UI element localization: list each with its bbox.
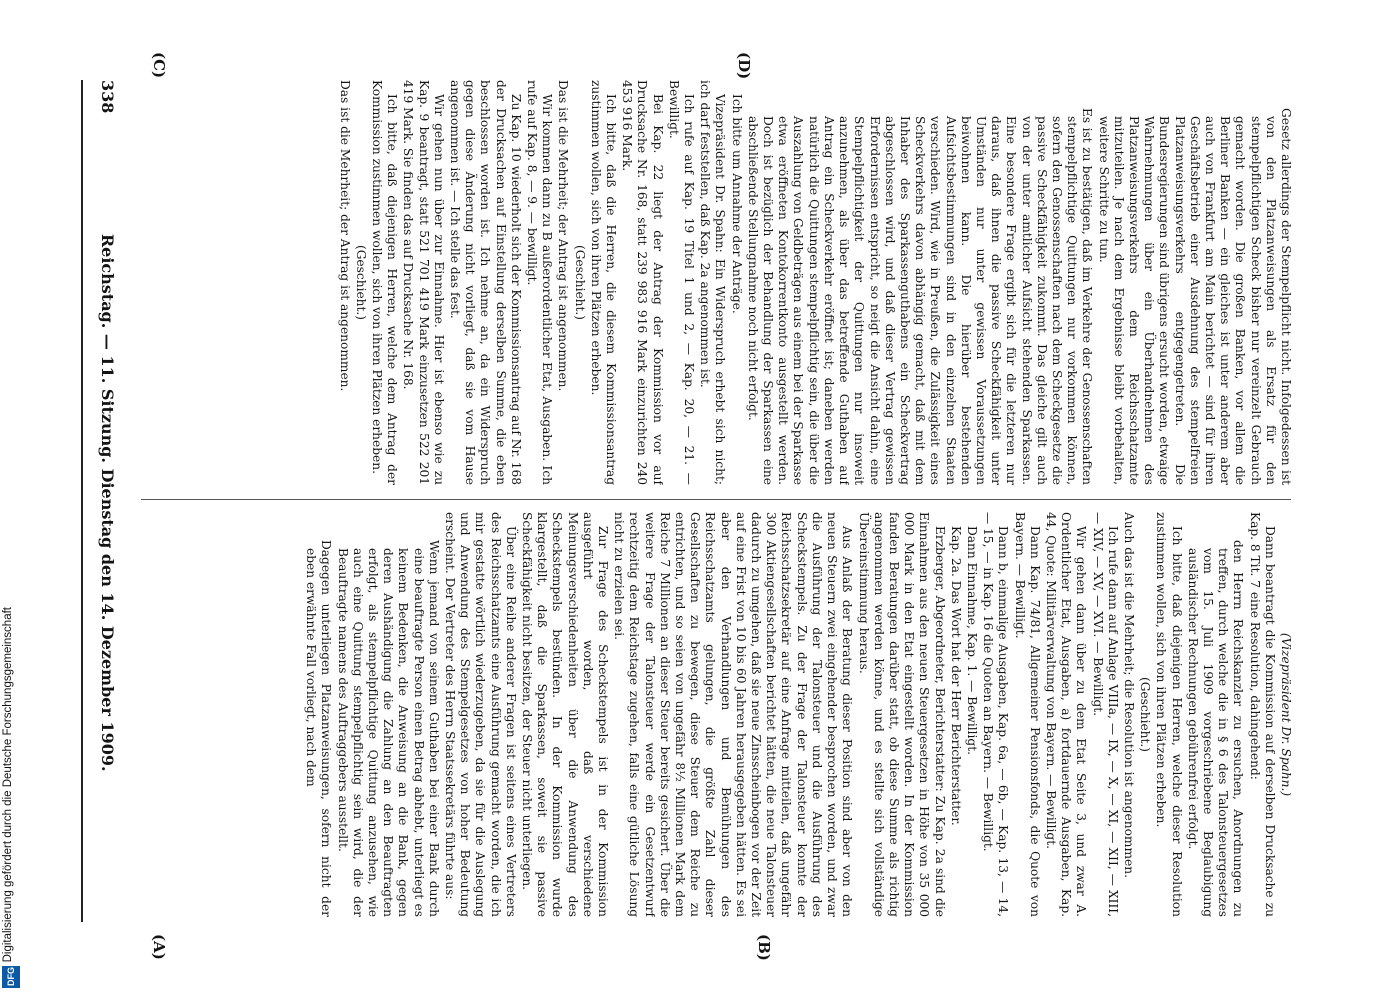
paragraph: Kap. 2a. Das Wort hat der Herr Berichterstatter.	[948, 526, 963, 826]
paragraph: Dann beantragt die Kommission auf derselben Drucksache zu Kap. 8 Tit. 7 eine Resolution, dahingehend:	[1247, 512, 1277, 917]
left-column	[138, 512, 1293, 917]
quoted-statement: Dagegen unterliegen Platzanweisungen, sofern nicht der eben erwähnte Fall vorliegt, nach dem	[304, 540, 334, 917]
stage-direction: (Geschieht.)	[353, 244, 368, 321]
margin-marker-d: (D)	[735, 52, 753, 80]
paragraph: (Vizepräsident Dr. Spahn.)	[1279, 632, 1293, 797]
quoted-statement: Wenn jemand von seinem Guthaben bei einer Bank durch eine beauftragte Person einen Betrag abhebt, unterliegt es keinem Bedenken, die Anweisung an die Bank, gegen deren Aushändigung die Zahlung an den Beauftragten erfolgt, als stempelpflichtige Quittung anzusehen, wie auch eine Quittung stempelpflichtig sein wird, die der Beauftragte namens des Auftraggebers ausstellt.	[335, 540, 441, 917]
paragraph: Ich rufe auf Kap. 19 Titel 1 und 2, — Kap. 20, — 21. — Bewilligt.	[666, 80, 697, 485]
speech-paragraph: Erzberger, Abgeordneter, Berichterstatter: Zu Kap. 2a sind die Einnahmen aus den neuen Steuergesetzen in Höhe von 35 000 000 Mark in den Etat eingestellt worden. In der Kommission fanden Beratungen darüber statt, ob diese Summe als richtig angenommen werden könne, und es stellte sich vollständige Übereinstimmung heraus.	[856, 512, 947, 917]
paragraph: Ich bitte um Annahme der Anträge.	[729, 94, 744, 314]
header-rule	[81, 80, 83, 922]
paragraph: Wir kommen dann zu B außerordentlicher Etat, Ausgaben. Ich rufe auf Kap. 8, — 9. — bewilligt.	[525, 80, 555, 485]
stage-direction: (Geschieht.)	[572, 244, 587, 321]
paragraph: Über eine Reihe anderer Fragen ist seitens eines Vertreters des Reichsschatzamts eine Ausführung gemacht worden, die ich mir gestatte wörtlich wiederzugeben, da sie für die Auslegung und Anwendung des Stempelgesetzes von hoher Bedeutung erscheint. Der Vertreter des Herrn Staatssekretärs führte aus:	[443, 512, 518, 917]
page-title: Reichstag. — 11. Sitzung. Dienstag den 14. Dezember 1909.	[98, 233, 118, 772]
page-header	[88, 80, 128, 922]
funding-credit: Digitalisierung gefördert durch die Deutsche Forschungsgemeinschaft	[2, 606, 14, 962]
paragraph: Zu Kap. 10 wiederholt sich der Kommissionsantrag auf Nr. 168 der Drucksachen auf Einstellung derselben Summe, die eben beschlossen worden ist. Ich nehme an, da ein Widerspruch gegen diese Änderung nicht vorliegt, daß sie vom Hause angenommen ist. — Ich stelle das fest.	[448, 80, 523, 485]
paragraph: Ich bitte, daß diejenigen Herren, welche dem Antrag der Kommission zustimmen wollen, sich von ihren Plätzen erheben.	[370, 80, 400, 485]
paragraph: Dann Einnahme, Kap. 1. — Bewilligt.	[964, 526, 979, 755]
dfg-logo: DFG	[2, 966, 20, 988]
paragraph: Aus Anlaß der Beratung dieser Position sind aber von den neuen Steuern zwei eingehender besprochen worden, und zwar die Ausführung der Talonsteuer und die Ausführung des Scheckstempels. Zu der Frage der Talonsteuer konnte der Reichsschatzsekretär auf eine Anfrage mitteilen, daß ungefähr 300 Aktiengesellschaften berichtet hätten, die neue Talonsteuer dadurch zu umgehen, daß sie neue Zinsscheinbogen vor der Zeit auf eine Frist von 10 bis 60 Jahren herausgegeben hätten. Es sei aber den Verhandlungen und Bemühungen des Reichsschatzamts gelungen, die größte Zahl dieser Gesellschaften zu bewegen, diese Steuer dem Reiche zu entrichten, und so seien von ungefähr 8½ Millionen Mark dem Reiche 7 Millionen an dieser Steuer bereits gesichert. Über die weitere Frage der Talonsteuer werde ein Gesetzentwurf rechtzeitig dem Reichstage zugehen, falls eine gütliche Lösung nicht zu erzielen sei.	[612, 512, 855, 917]
quoted-resolution: den Herrn Reichskanzler zu ersuchen, Anordnungen zu treffen, durch welche die in § 6 des Talonsteuergesetzes vom 15. Juli 1909 vorgeschriebene Beglaubigung ausländischer Rechnungen gebührenfrei erfolgt.	[1185, 540, 1246, 917]
margin-marker-c: (C)	[150, 52, 168, 79]
quoted-statement: Es ist zu bestätigen, daß im Verkehre der Genossenschaften stempelpflichtige Quittungen nur vorkommen können, sofern den Genossenschaften nach dem Scheckgesetze die passive Scheckfähigkeit zukommt. Das gleiche gilt auch von der unter amtlicher Aufsicht stehenden Sparkassen. Eine besondere Frage ergibt sich für die letzteren nur daraus, daß ihnen die passive Scheckfähigkeit unter Umständen nur unter gewissen Voraussetzungen beiwohnen kann. Die hierüber bestehenden Aufsichtsbestimmungen sind in den einzelnen Staaten verschieden. Wird, wie in Preußen, die Zulässigkeit eines Scheckverkehrs davon abhängig gemacht, daß mit dem Inhaber des Sparkassenguthabens ein Scheckvertrag abgeschlossen wird, und daß dieser Vertrag gewissen Erfordernissen entspricht, so neigt die Ansicht dahin, eine Stempelpflichtigkeit der Quittungen nur insoweit anzunehmen, als über das betreffende Guthaben auf Antrag ein Scheckverkehr eröffnet ist; daneben werden natürlich die Quittungen stempelpflichtig sein, die über die Auszahlung von Geldbeträgen aus einem bei der Sparkasse etwa eröffneten Kontokorrentkonto ausgestellt werden. Doch ist bezüglich der Behandlung der Sparkassen eine abschließende Stellungnahme noch nicht erfolgt.	[745, 108, 1095, 485]
page-number: 338	[98, 80, 118, 114]
digitization-footer	[0, 0, 22, 992]
paragraph: Wir gehen dann über zu dem Etat Seite 3, und zwar A. Ordentlicher Etat, Ausgaben, a) fortdauernde Ausgaben, Kap. 44, Quote: Militärverwaltung von Bayern. — Bewilligt.	[1043, 512, 1089, 917]
quoted-statement: Gesetz allerdings der Stempelpflicht nicht. Infolgedessen ist von den Platzanweisungen als Ersatz für den stempelpflichtigen Scheck bisher nur vereinzelt Gebrauch gemacht worden. Die großen Banken, vor allem die Berliner Banken — ein gleiches ist unter anderem aber auch von Frankfurt am Main berichtet — sind für ihren Geschäftsbetrieb einer Ausdehnung des stempelfreien Platzanweisungsverkehrs entgegengetreten. Die Bundesregierungen sind übrigens ersucht worden, etwaige Wahrnehmungen über ein Überhandnehmen des Platzanweisungsverkehrs dem Reichsschatzamte mitzuteilen. Je nach dem Ergebnisse bleibt vorbehalten, weitere Schritte zu tun.	[1096, 108, 1293, 485]
paragraph: Auch das ist die Mehrheit; die Resolution ist angenommen.	[1121, 512, 1136, 878]
column-divider	[141, 499, 1291, 500]
paragraph: Dann Kap. 74/81, Allgemeiner Pensionsfonds, die Quote von Bayern. — Bewilligt.	[1012, 512, 1042, 917]
paragraph: Wir gehen nun über zur Einnahme. Hier ist ebenso wie zu Kap. 9 beantragt, statt 521 701 419 Mark einzusetzen 522 201 419 Mark. Sie finden das auf Drucksache Nr. 168.	[401, 80, 446, 485]
paragraph: Ich rufe dann auf Anlage VIIIa, — IX, — X, — XI, — XII, — XIII, — XIV, — XV, — XVI. — Bewilligt.	[1090, 512, 1120, 917]
right-column	[138, 80, 1293, 485]
paragraph: Bei Kap. 22 liegt der Antrag der Kommission vor auf Drucksache Nr. 168, statt 239 983 916 Mark einzurichten 240 453 916 Mark.	[620, 80, 665, 485]
paragraph: Das ist die Mehrheit; der Antrag ist angenommen.	[556, 80, 571, 392]
stage-direction: (Geschieht.)	[1138, 676, 1153, 753]
paragraph: Ich bitte, daß die Herren, die diesem Kommissionsantrag zustimmen wollen, sich von ihren Plätzen erheben.	[588, 80, 619, 485]
paragraph: Dann b, einmalige Ausgaben, Kap. 6a, — 6b, — Kap. 13, — 14, — 15, — in Kap. 16 die Quoten an Bayern. — Bewilligt.	[981, 512, 1011, 917]
margin-marker-a: (A)	[150, 934, 168, 960]
paragraph: Zur Frage des Scheckstempels ist in der Kommission ausgeführt worden, daß verschiedene Meinungsverschiedenheiten über die Anwendung des Scheckstempels bestünden. In der Kommission wurde klargestellt, daß die Sparkassen, soweit sie passive Scheckfähigkeit nicht besitzen, der Steuer nicht unterliegen.	[520, 512, 611, 917]
paragraph: Ich bitte, daß diejenigen Herren, welche dieser Resolution zustimmen wollen, sich von ihren Plätzen erheben.	[1154, 512, 1184, 917]
speech-paragraph: Vizepräsident Dr. Spahn: Ein Widerspruch erhebt sich nicht; ich darf feststellen, daß Kap. 2a angenommen ist.	[698, 80, 728, 485]
paragraph: Das ist die Mehrheit; der Antrag ist angenommen.	[337, 80, 352, 392]
margin-marker-b: (B)	[755, 934, 773, 961]
